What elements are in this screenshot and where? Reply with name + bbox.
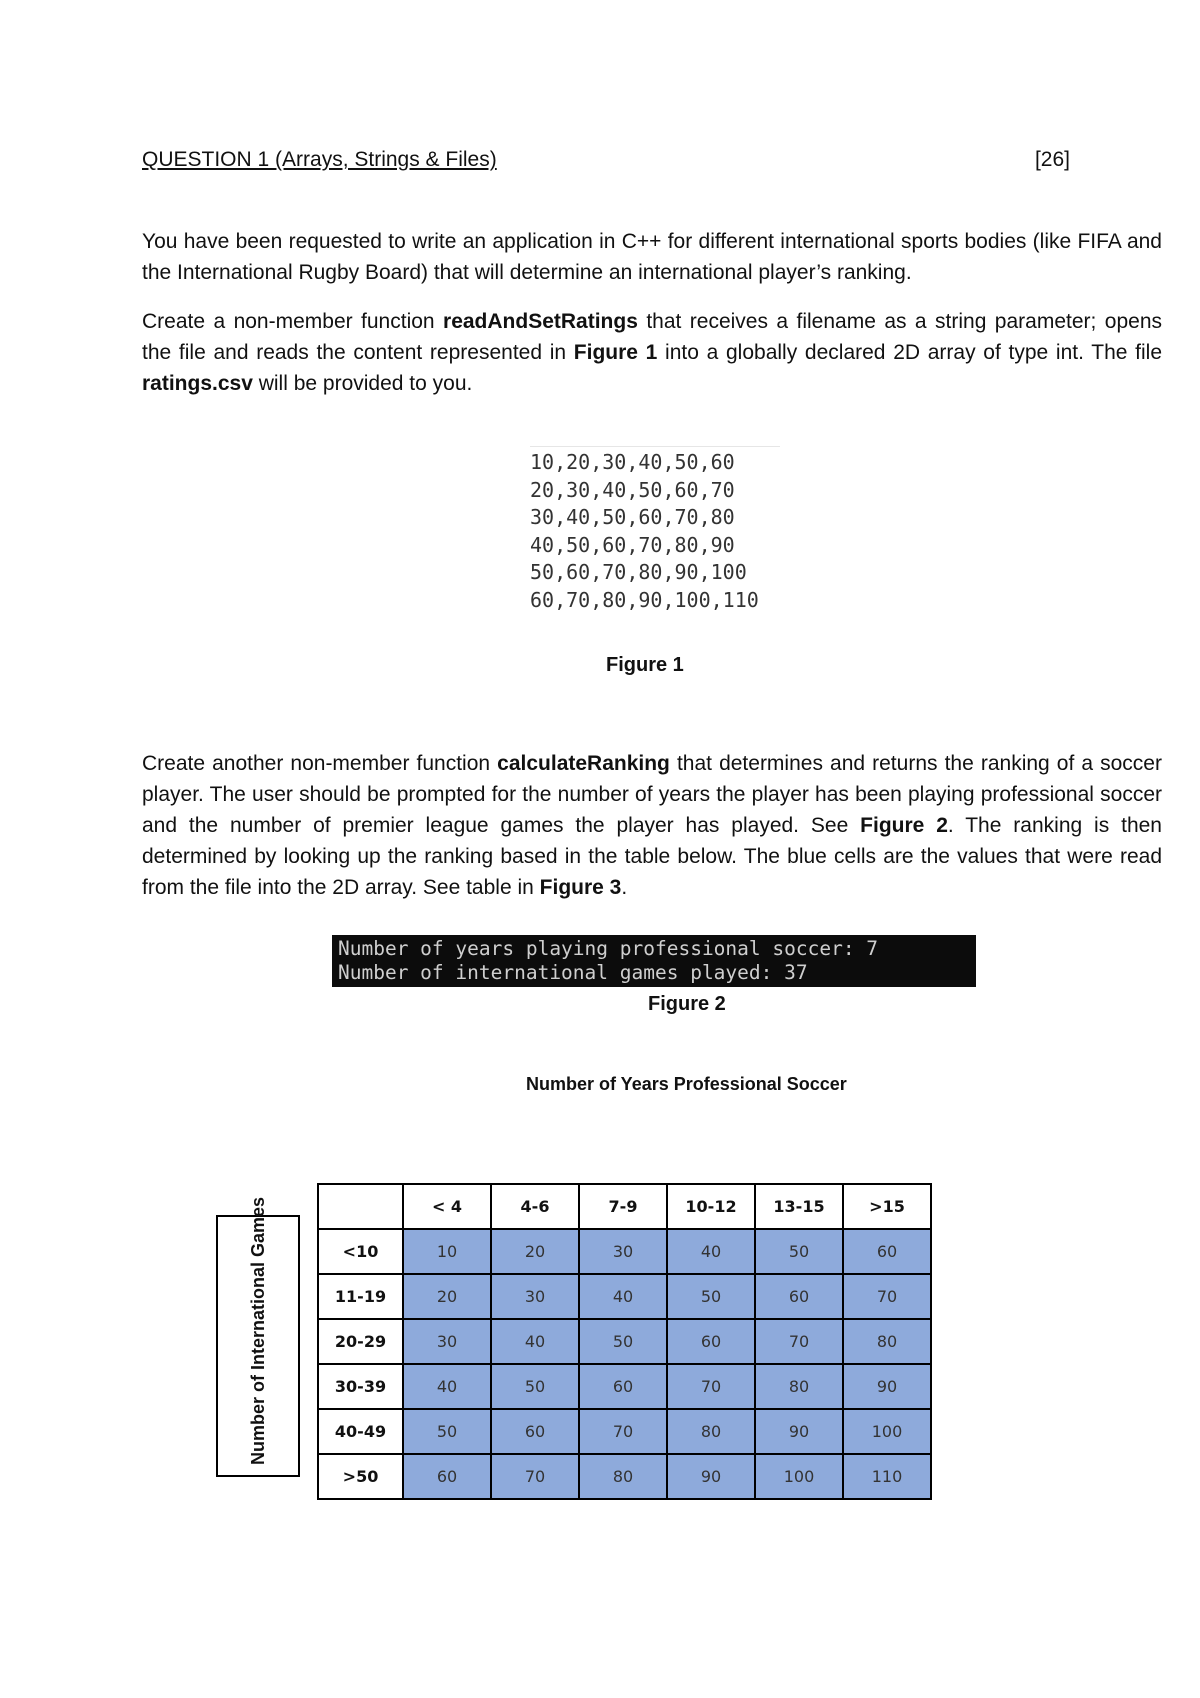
rating-cell: 50 <box>667 1274 755 1319</box>
text: that receives a filename as a string parameter; opens the file and reads the content represented in <box>142 310 1162 364</box>
rating-cell: 90 <box>843 1364 931 1409</box>
rating-cell: 50 <box>755 1229 843 1274</box>
rating-cell: 110 <box>843 1454 931 1499</box>
table-row <box>318 1274 931 1319</box>
rating-cell: 80 <box>579 1454 667 1499</box>
rating-cell: 70 <box>667 1364 755 1409</box>
table-row <box>318 1409 931 1454</box>
rating-cell: 80 <box>843 1319 931 1364</box>
rating-cell: 70 <box>843 1274 931 1319</box>
csv-file-content <box>530 446 780 614</box>
rating-cell: 60 <box>755 1274 843 1319</box>
column-header: < 4 <box>403 1184 491 1229</box>
rating-cell: 60 <box>667 1319 755 1364</box>
figure-1-caption: Figure 1 <box>606 654 684 676</box>
row-header: <10 <box>318 1229 403 1274</box>
row-header: 20-29 <box>318 1319 403 1364</box>
file-name: ratings.csv <box>142 372 253 395</box>
rating-cell: 60 <box>843 1229 931 1274</box>
rating-cell: 80 <box>667 1409 755 1454</box>
table-column-title: Number of Years Professional Soccer <box>526 1074 847 1094</box>
figure-2-caption: Figure 2 <box>648 993 726 1015</box>
rating-cell: 60 <box>491 1409 579 1454</box>
rating-cell: 90 <box>667 1454 755 1499</box>
table-header-row <box>318 1184 931 1229</box>
rating-cell: 40 <box>579 1274 667 1319</box>
read-function-paragraph <box>142 306 1162 399</box>
rating-cell: 70 <box>491 1454 579 1499</box>
function-name: readAndSetRatings <box>443 310 638 333</box>
rating-cell: 100 <box>755 1454 843 1499</box>
csv-line: 30,40,50,60,70,80 <box>530 505 735 529</box>
text: that determines and returns the ranking of a soccer player. The user should be prompted for the number of years the player has been playing professional soccer and the number of premier league games the player has played. See <box>142 752 1162 837</box>
csv-line: 10,20,30,40,50,60 <box>530 450 735 474</box>
text: . <box>621 876 628 899</box>
rating-cell: 70 <box>755 1319 843 1364</box>
ranking-table <box>317 1183 932 1500</box>
text: . The ranking is then determined by looking up the ranking based in the table below. The blue cells are the values that were read from the file into the 2D array. See table in <box>142 814 1162 899</box>
table-row <box>318 1319 931 1364</box>
rating-cell: 20 <box>403 1274 491 1319</box>
rating-cell: 30 <box>403 1319 491 1364</box>
row-header: 11-19 <box>318 1274 403 1319</box>
ranking-function-paragraph <box>142 748 1162 903</box>
rating-cell: 60 <box>403 1454 491 1499</box>
text: will be provided to you. <box>252 372 473 395</box>
column-header: 4-6 <box>491 1184 579 1229</box>
rating-cell: 60 <box>579 1364 667 1409</box>
question-heading: QUESTION 1 (Arrays, Strings & Files) <box>142 148 497 171</box>
console-line: Number of years playing professional soccer: 7 <box>338 937 879 960</box>
csv-line: 60,70,80,90,100,110 <box>530 587 759 612</box>
intro-paragraph: You have been requested to write an application in C++ for different international sports bodies (like FIFA and the International Rugby Board) that will determine an international player’s ranking. <box>142 230 1162 284</box>
rating-cell: 100 <box>843 1409 931 1454</box>
rating-cell: 40 <box>667 1229 755 1274</box>
table-row <box>318 1454 931 1499</box>
text: Create a non-member function <box>142 310 444 333</box>
rating-cell: 70 <box>579 1409 667 1454</box>
rating-cell: 40 <box>491 1319 579 1364</box>
rating-cell: 10 <box>403 1229 491 1274</box>
rating-cell: 90 <box>755 1409 843 1454</box>
rating-cell: 50 <box>579 1319 667 1364</box>
column-header: 10-12 <box>667 1184 755 1229</box>
csv-line: 20,30,40,50,60,70 <box>530 477 735 502</box>
console-output <box>332 935 976 987</box>
column-header: 13-15 <box>755 1184 843 1229</box>
function-name: calculateRanking <box>497 752 670 775</box>
row-header: 30-39 <box>318 1364 403 1409</box>
question-marks: [26] <box>1034 148 1070 171</box>
column-header: >15 <box>843 1184 931 1229</box>
csv-line: 40,50,60,70,80,90 <box>530 532 735 557</box>
rating-cell: 80 <box>755 1364 843 1409</box>
corner-cell <box>318 1184 403 1229</box>
table-row <box>318 1229 931 1274</box>
figure-ref: Figure 2 <box>860 814 948 837</box>
text: Create another non-member function <box>142 752 498 775</box>
csv-line: 50,60,70,80,90,100 <box>530 560 747 584</box>
figure-ref: Figure 1 <box>573 341 658 364</box>
text: into a globally declared 2D array of type int. The file <box>657 341 1163 364</box>
rating-cell: 50 <box>403 1409 491 1454</box>
table-row-title: Number of International Games <box>248 1196 268 1465</box>
row-header: 40-49 <box>318 1409 403 1454</box>
rating-cell: 50 <box>491 1364 579 1409</box>
rating-cell: 30 <box>491 1274 579 1319</box>
row-header: >50 <box>318 1454 403 1499</box>
rating-cell: 30 <box>579 1229 667 1274</box>
column-header: 7-9 <box>579 1184 667 1229</box>
table-row <box>318 1364 931 1409</box>
console-line: Number of international games played: 37 <box>338 961 808 984</box>
figure-ref: Figure 3 <box>539 876 622 899</box>
rating-cell: 40 <box>403 1364 491 1409</box>
rating-cell: 20 <box>491 1229 579 1274</box>
